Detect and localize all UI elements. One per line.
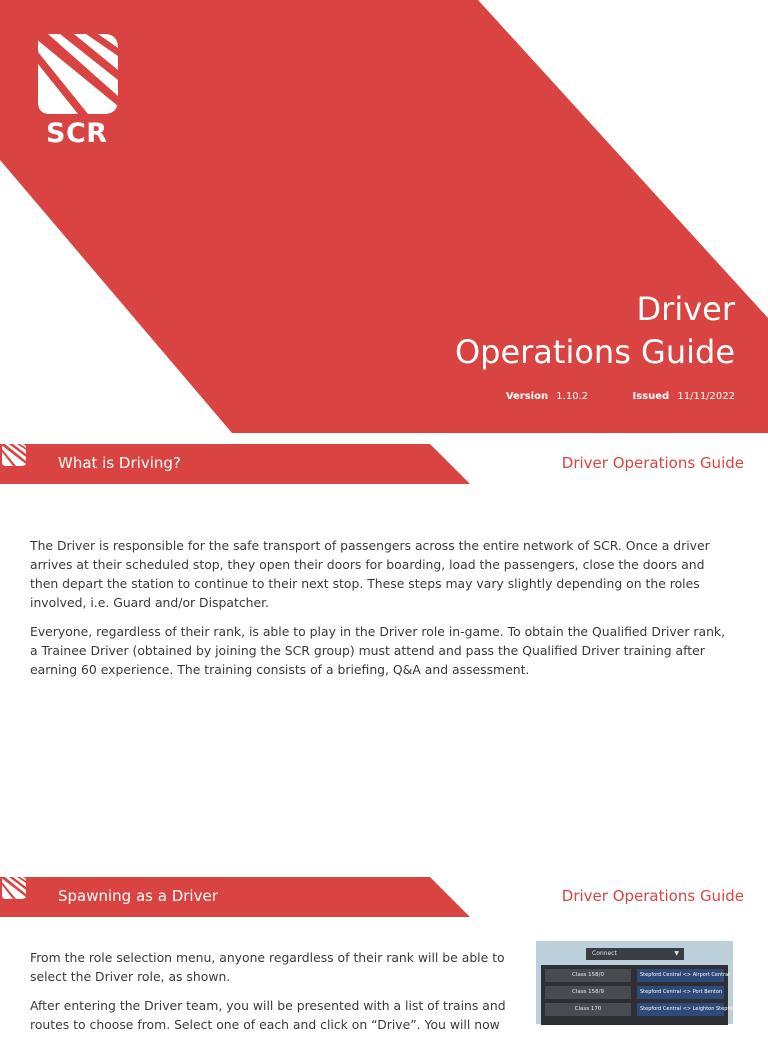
selection-panel — [541, 965, 752, 1025]
train-option: Class 170 — [545, 1003, 631, 1016]
route-option: Stepford Central <> Leighton Stepford Road — [637, 1003, 724, 1016]
train-option: Class 158/0 — [545, 969, 631, 982]
issued-value: 11/11/2022 — [677, 391, 735, 402]
route-option: Stepford Central <> Port Benton — [637, 986, 724, 999]
scr-stripes-logo-icon — [30, 34, 120, 116]
version-value: 1.10.2 — [556, 391, 589, 402]
train-option: Class 158/9 — [545, 986, 631, 999]
document-title — [455, 288, 735, 374]
running-head: Driver Operations Guide — [561, 454, 744, 472]
section-title: Spawning as a Driver — [58, 887, 218, 905]
running-head: Driver Operations Guide — [561, 887, 744, 905]
paragraph: After entering the Driver team, you will be presented with a list of trains and routes to choose from. Select one of each and click on “Drive”. You will now — [30, 998, 506, 1032]
chevron-down-icon: ▼ — [674, 950, 679, 957]
section-body-spawning — [30, 948, 508, 1044]
team-select-label: Connect — [592, 950, 617, 957]
section-header-spawning — [0, 877, 768, 917]
scr-stripes-section-icon — [0, 877, 26, 899]
team-select — [586, 948, 684, 960]
driver-menu-screenshot — [536, 941, 752, 1024]
title-line-1: Driver — [636, 290, 735, 328]
section-body-what-is-driving — [30, 536, 730, 689]
section-title: What is Driving? — [58, 454, 181, 472]
route-option: Stepford Central <> Airport Central — [637, 969, 724, 982]
title-line-2: Operations Guide — [454, 333, 735, 371]
paragraph: The Driver is responsible for the safe transport of passengers across the entire network of SCR. Once a driver arrives at their scheduled stop, they open their doors for boarding, load the passengers, close the doors and then depart the station to continue to their next stop. These steps may vary slightly depending on the roles involved, i.e. Guard and/or Dispatcher. — [30, 538, 710, 610]
version-label: Version — [505, 391, 549, 402]
document-meta — [506, 391, 735, 402]
scr-stripes-section-icon — [0, 444, 26, 466]
issued-label: Issued — [632, 391, 670, 402]
paragraph: From the role selection menu, anyone regardless of their rank will be able to select the Driver role, as shown. — [30, 950, 505, 984]
logo-text: SCR — [46, 118, 108, 149]
section-header-what-is-driving — [0, 444, 768, 484]
paragraph: Everyone, regardless of their rank, is able to play in the Driver role in-game. To obtain the Qualified Driver rank, a Trainee Driver (obtained by joining the SCR group) must attend and pass the Qualified Driver training after earning 60 experience. The training consists of a briefing, Q&A and assessment. — [30, 624, 726, 677]
cover-banner — [0, 0, 768, 433]
